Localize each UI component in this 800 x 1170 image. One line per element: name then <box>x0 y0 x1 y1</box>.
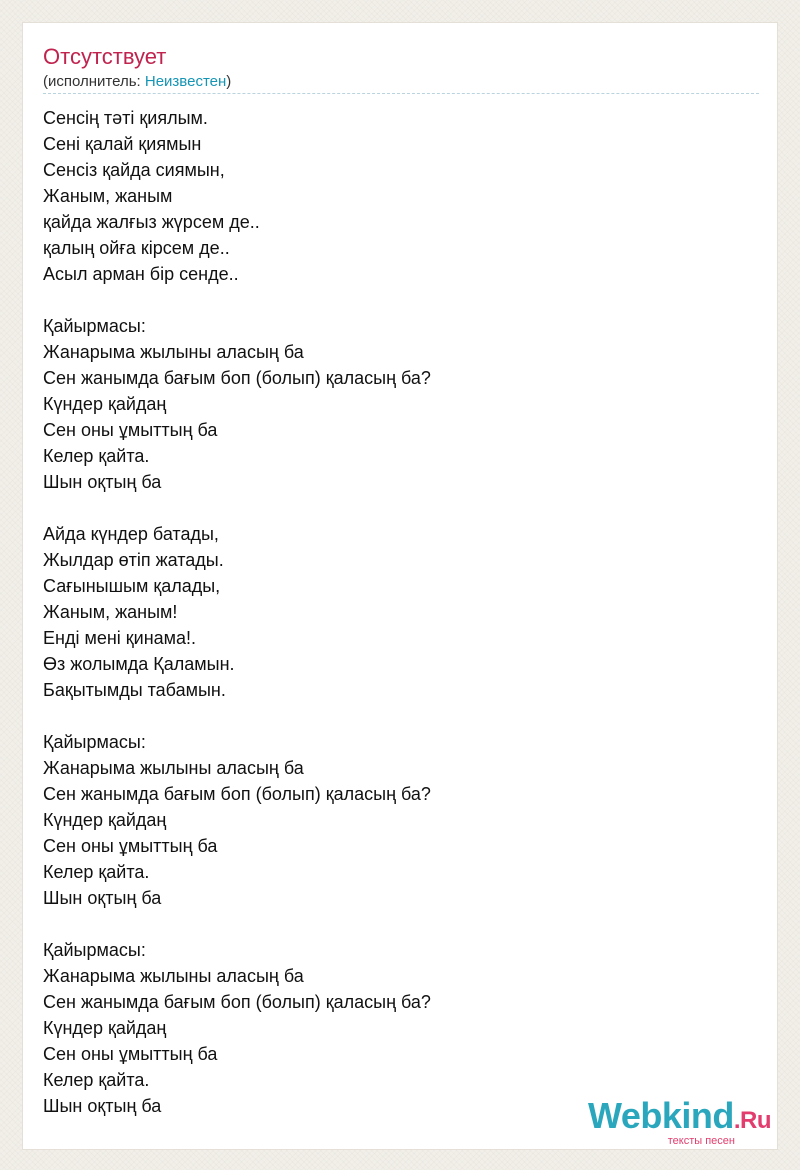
song-title: Отсутствует <box>43 44 167 69</box>
lyric-line: Күндер қайдаң <box>43 1018 167 1038</box>
lyric-line: Келер қайта. <box>43 1070 150 1090</box>
lyric-line: Сенсің тәті қиялым. <box>43 108 208 128</box>
lyric-line: Сен оны ұмыттың ба <box>43 1044 218 1064</box>
lyric-line: Жанарыма жылыны аласың ба <box>43 758 304 778</box>
lyric-line: Шын оқтың ба <box>43 472 162 492</box>
lyrics-card <box>22 22 778 1150</box>
artist-line <box>43 72 231 92</box>
logo-wordmark <box>587 1095 771 1139</box>
lyric-line: Асыл арман бір сенде.. <box>43 264 239 284</box>
lyric-line: Бақытымды табамын. <box>43 680 226 700</box>
logo-tagline: тексты песен <box>667 1135 735 1147</box>
logo-name: Webkind <box>587 1095 734 1136</box>
site-logo[interactable] <box>587 1095 771 1147</box>
lyric-line: Сен жанымда бағым боп (болып) қаласың ба? <box>43 368 431 388</box>
stanza <box>43 521 743 703</box>
lyric-line: Шын оқтың ба <box>43 1096 162 1116</box>
lyric-line: Енді мені қинама!. <box>43 628 197 648</box>
logo-tld: .Ru <box>733 1107 771 1134</box>
lyric-line: Күндер қайдаң <box>43 394 167 414</box>
lyric-line: Өз жолымда Қаламын. <box>43 654 235 674</box>
lyric-line: Келер қайта. <box>43 446 150 466</box>
artist-link[interactable]: Неизвестен <box>144 73 227 90</box>
chorus-label: Қайырмасы: <box>43 940 146 960</box>
lyric-line: Сен жанымда бағым боп (болып) қаласың ба? <box>43 992 431 1012</box>
artist-prefix: (исполнитель: <box>43 73 145 90</box>
lyric-line: Шын оқтың ба <box>43 888 162 908</box>
lyric-line: Жаным, жаным! <box>43 602 178 622</box>
lyric-line: Жанарыма жылыны аласың ба <box>43 966 304 986</box>
lyric-line: Сені қалай қиямын <box>43 134 202 154</box>
stanza <box>43 729 743 911</box>
lyric-line: Сен жанымда бағым боп (болып) қаласың ба? <box>43 784 431 804</box>
lyrics-body <box>43 105 743 1145</box>
chorus-label: Қайырмасы: <box>43 732 146 752</box>
lyric-line: Сен оны ұмыттың ба <box>43 420 218 440</box>
lyric-line: Келер қайта. <box>43 862 150 882</box>
lyric-line: Сенсіз қайда сиямын, <box>43 160 225 180</box>
lyric-line: Жылдар өтіп жатады. <box>43 550 224 570</box>
lyric-line: Сағынышым қалады, <box>43 576 221 596</box>
artist-suffix: ) <box>226 73 232 90</box>
lyric-line: Сен оны ұмыттың ба <box>43 836 218 856</box>
lyric-line: Жаным, жаным <box>43 186 173 206</box>
chorus-label: Қайырмасы: <box>43 316 146 336</box>
lyric-line: Күндер қайдаң <box>43 810 167 830</box>
stanza <box>43 937 743 1119</box>
lyric-line: Жанарыма жылыны аласың ба <box>43 342 304 362</box>
stanza <box>43 105 743 287</box>
lyric-line: қайда жалғыз жүрсем де.. <box>43 212 260 232</box>
divider <box>43 93 759 94</box>
stanza <box>43 313 743 495</box>
lyric-line: қалың ойға кірсем де.. <box>43 238 230 258</box>
lyric-line: Айда күндер батады, <box>43 524 219 544</box>
